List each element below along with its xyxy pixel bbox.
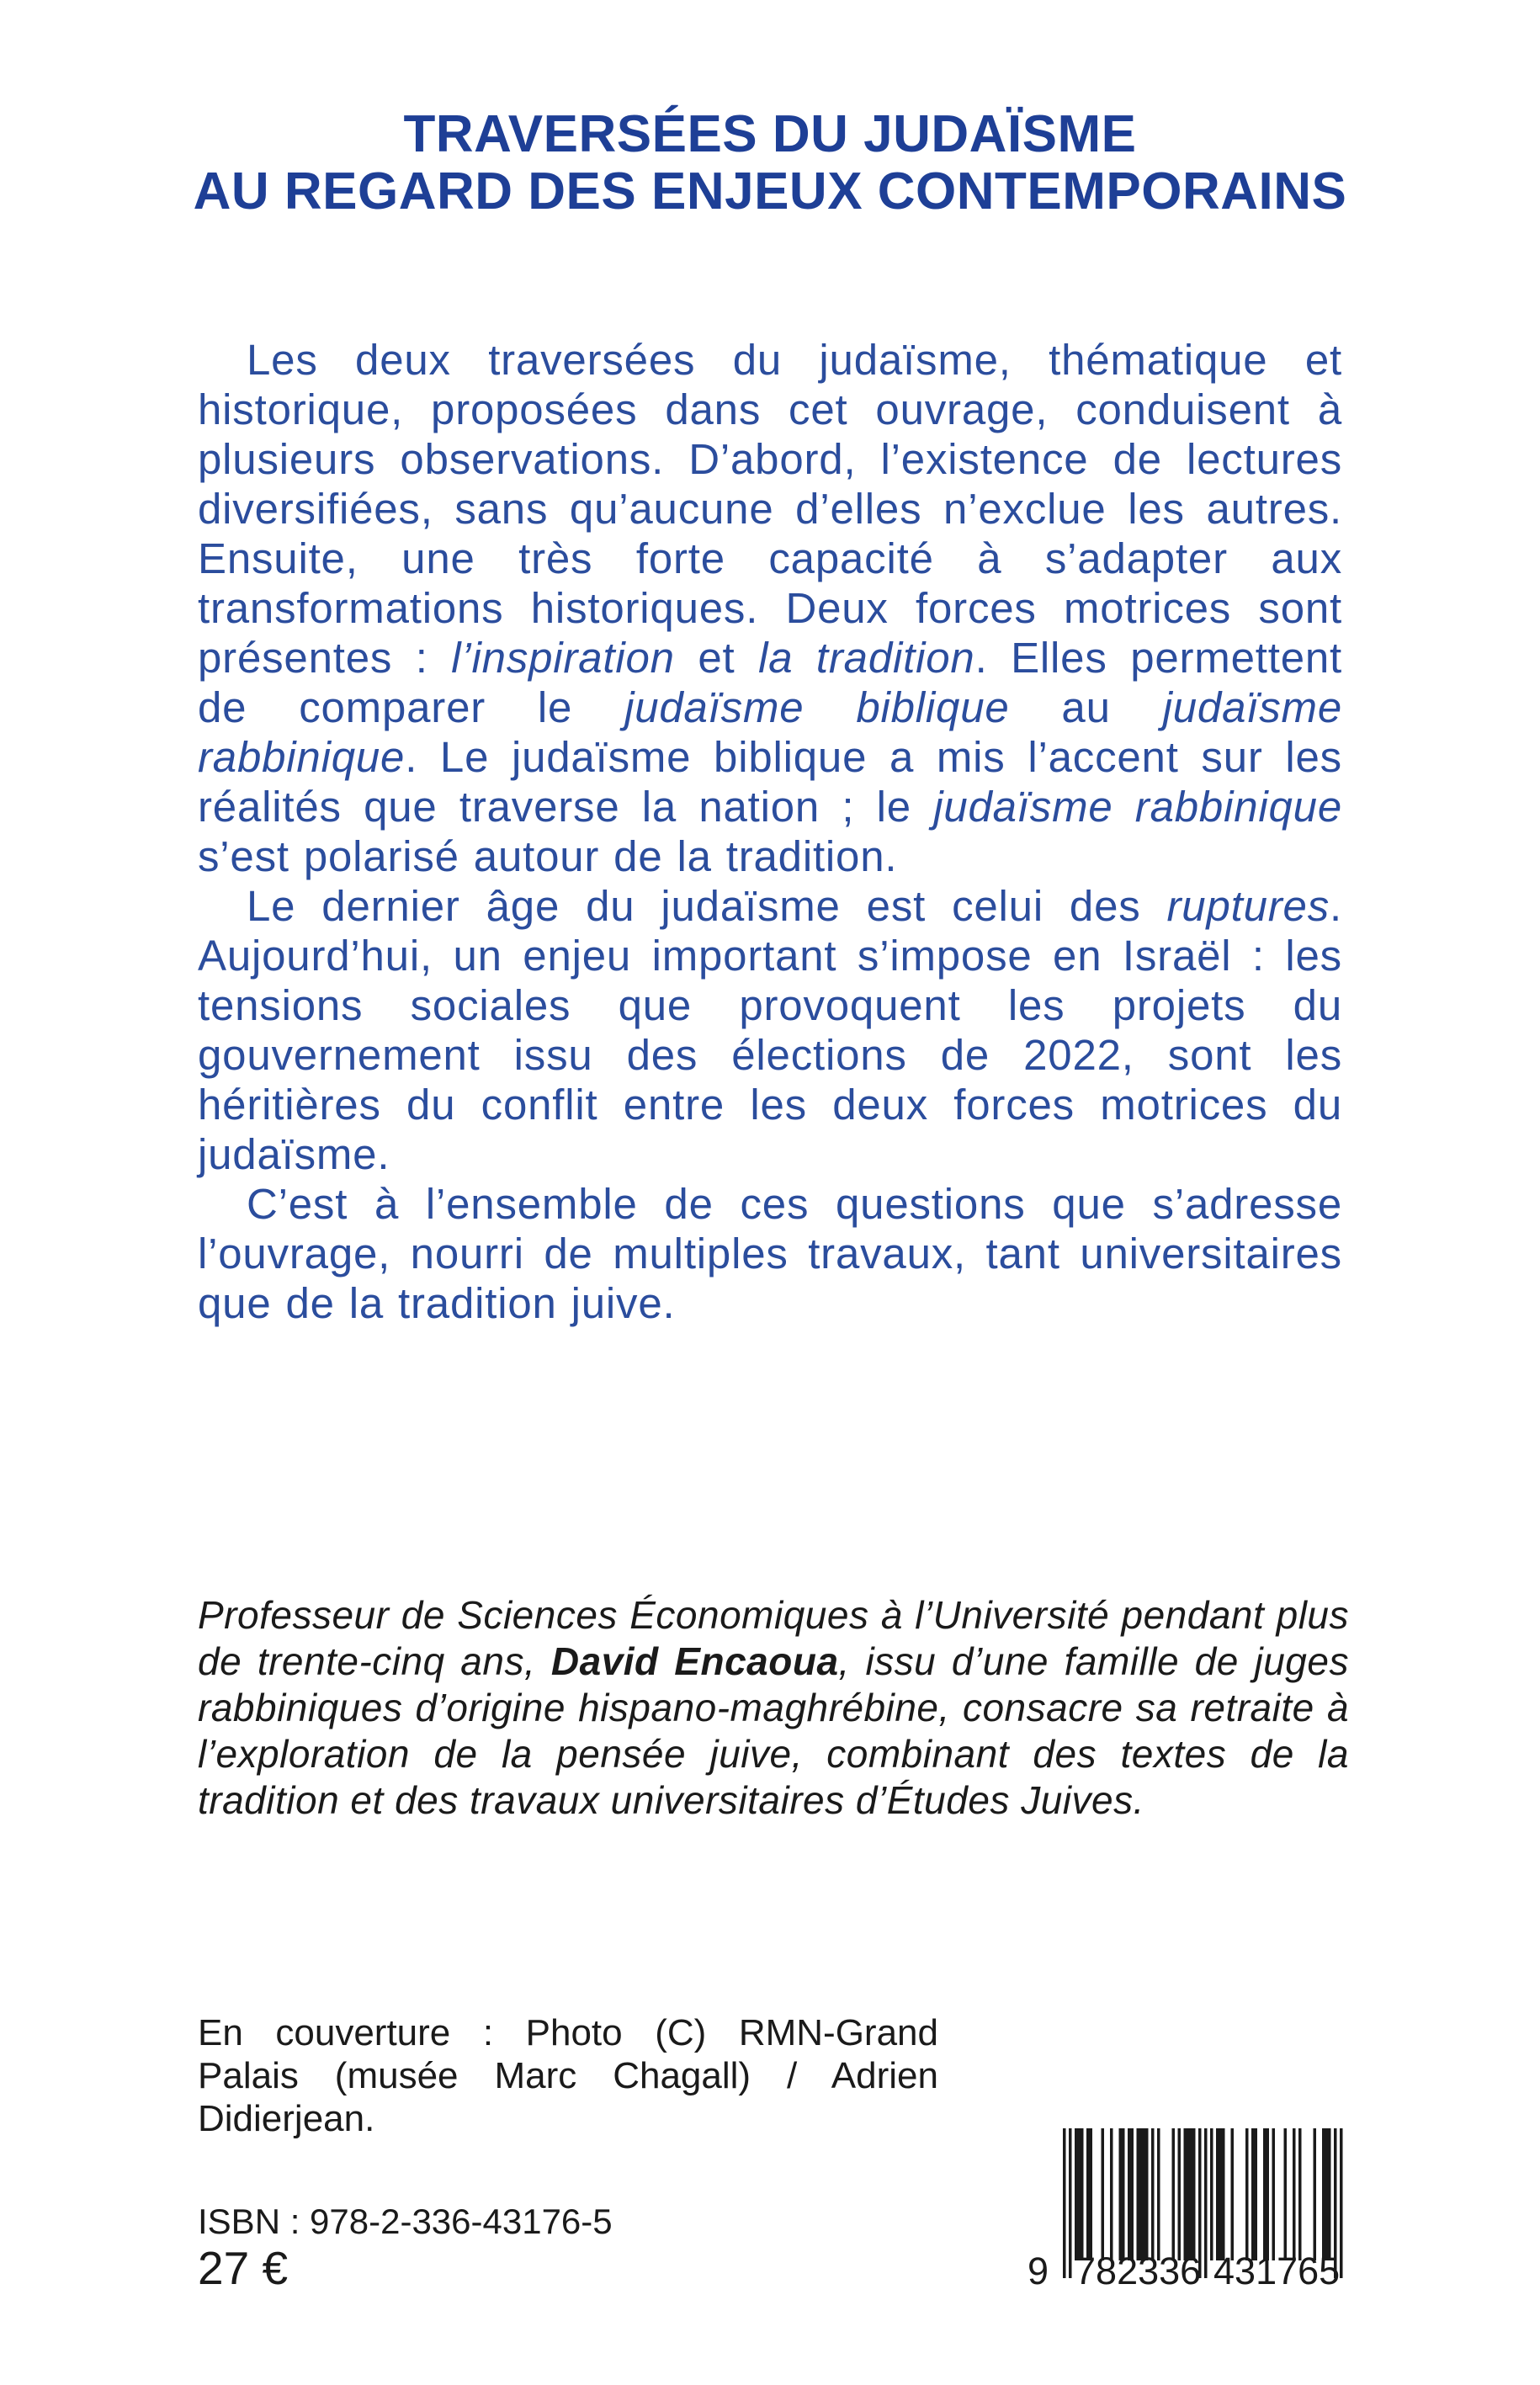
book-title-line2: AU REGARD DES ENJEUX CONTEMPORAINS	[193, 162, 1347, 220]
synopsis-paragraph-2: Le dernier âge du judaïsme est celui des ruptures. Aujourd’hui, un enjeu important s’impose en Israël : les tensions sociales que provoquent les projets du gouvernement issu des élections de 2022, sont les héritières du conflit entre les deux forces motrices du judaïsme.	[198, 882, 1342, 1178]
author-bio: Professeur de Sciences Économiques à l’Université pendant plus de trente-cinq ans, David Encaoua, issu d’une famille de juges rabbiniques d’origine hispano-maghrébine, consacre sa retraite à l’exploration de la pensée juive, combinant des textes de la tradition et des travaux universitaires d’Études Juives.	[198, 1593, 1349, 1822]
isbn-label: ISBN : 978-2-336-43176-5	[198, 2202, 613, 2241]
barcode-digit-first: 9	[1028, 2250, 1049, 2292]
book-title-line1: TRAVERSÉES DU JUDAÏSME	[403, 105, 1137, 163]
synopsis-paragraph-3: C’est à l’ensemble de ces questions que s’adresse l’ouvrage, nourri de multiples travaux, tant universitaires que de la tradition juive.	[198, 1180, 1342, 1327]
synopsis-paragraph-1: Les deux traversées du judaïsme, thématique et historique, proposées dans cet ouvrage, conduisent à plusieurs observations. D’abord, l’existence de lectures diversifiées, sans qu’aucune d’elles n’exclue les autres. Ensuite, une très forte capacité à s’adapter aux transformations historiques. Deux forces motrices sont présentes : l’inspiration et la tradition. Elles permettent de comparer le judaïsme biblique au judaïsme rabbinique. Le judaïsme biblique a mis l’accent sur les réalités que traverse la nation ; le judaïsme rabbinique s’est polarisé autour de la tradition.	[198, 336, 1342, 880]
barcode-digits-left: 7 8 2 3 3 6	[1075, 2250, 1202, 2292]
price-label: 27 €	[198, 2242, 289, 2294]
book-title	[0, 106, 1540, 220]
barcode-digits-right: 4 3 1 7 6 5	[1213, 2250, 1341, 2292]
synopsis	[198, 335, 1342, 1328]
ean13-barcode	[1028, 2128, 1343, 2292]
cover-credit: En couverture : Photo (C) RMN-Grand Palais (musée Marc Chagall) / Adrien Didierjean.	[198, 2012, 938, 2139]
